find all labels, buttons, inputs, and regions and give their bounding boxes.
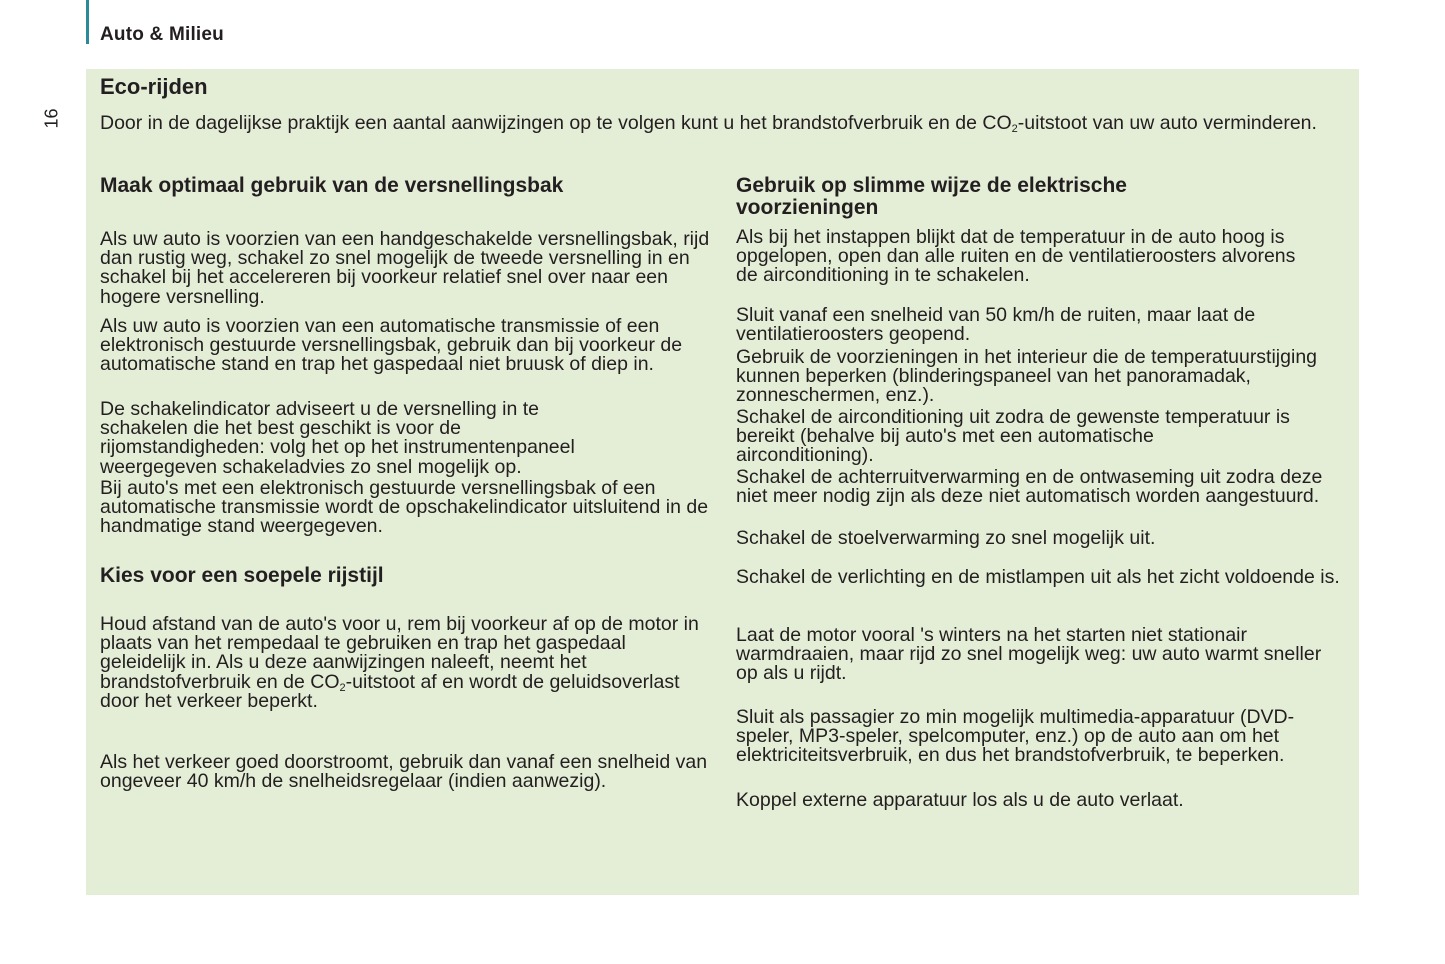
electric-paragraph-8: Laat de motor vooral 's winters na het starten niet stationair warmdraaien, maar rijd zo snel mogelijk weg: uw auto warmt sneller op als u rijdt. — [736, 624, 1322, 685]
smooth-driving-heading: Kies voor een soepele rijstijl — [100, 564, 384, 587]
page-number: 16 — [41, 108, 62, 129]
gearbox-paragraph-automatic: Als uw auto is voorzien van een automatische transmissie of een elektronisch gestuurde versnellingsbak, gebruik dan bij voorkeur de automatische stand en trap het gaspedaal niet bruusk of diep in. — [100, 315, 683, 376]
section-title: Auto & Milieu — [100, 24, 224, 45]
smooth-paragraph-distance: Houd afstand van de auto's voor u, rem bij voorkeur af op de motor in plaats van het rempedaal te gebruiken en trap het gaspedaal geleidelijk in. Als u deze aanwijzingen naleeft, neemt het brandstofverbruik en de $CO_2$-uitstoot af en wordt de geluidsoverlast door het verkeer beperkt. — [100, 613, 699, 712]
smooth-paragraph-cruise-control: Als het verkeer goed doorstroomt, gebruik dan vanaf een snelheid van ongeveer 40 km/h de snelheidsregelaar (indien aanwezig). — [100, 751, 708, 793]
electric-paragraph-1: Als bij het instappen blijkt dat de temperatuur in de auto hoog is opgelopen, open dan alle ruiten en de ventilatieroosters alvorens de airconditioning in te schakelen. — [736, 226, 1296, 287]
gearbox-paragraph-indicator: De schakelindicator adviseert u de versnelling in te schakelen die het best geschikt is voor de rijomstandigheden: volg het op het instrumentenpaneel weergegeven schakeladvies zo snel mogelijk op. — [100, 398, 575, 478]
electric-paragraph-2: Sluit vanaf een snelheid van 50 km/h de ruiten, maar laat de ventilatieroosters geopend. — [736, 304, 1256, 346]
gearbox-paragraph-electronic: Bij auto's met een elektronisch gestuurde versnellingsbak of een automatische transmissie wordt de opschakelindicator uitsluitend in de handmatige stand weergegeven. — [100, 477, 709, 538]
electric-paragraph-3: Gebruik de voorzieningen in het interieur die de temperatuurstijging kunnen beperken (blinderingspaneel van het panoramadak, zonneschermen, enz.). — [736, 346, 1318, 407]
electric-paragraph-7: Schakel de verlichting en de mistlampen uit als het zicht voldoende is. — [736, 566, 1340, 588]
electric-paragraph-5: Schakel de achterruitverwarming en de ontwaseming uit zodra deze niet meer nodig zijn als deze niet automatisch worden aangestuurd. — [736, 466, 1323, 508]
electric-paragraph-9: Sluit als passagier zo min mogelijk multimedia-apparatuur (DVD-speler, MP3-speler, spelcomputer, enz.) op de auto aan om het elektriciteitsverbruik, en dus het brandstofverbruik, te beperken. — [736, 706, 1295, 767]
electric-heading: Gebruik op slimme wijze de elektrische voorzieningen — [736, 174, 1127, 219]
electric-paragraph-4: Schakel de airconditioning uit zodra de gewenste temperatuur is bereikt (behalve bij auto's met een automatische airconditioning). — [736, 406, 1290, 467]
page-title: Eco-rijden — [100, 74, 208, 99]
electric-paragraph-10: Koppel externe apparatuur los als u de auto verlaat. — [736, 789, 1184, 811]
gearbox-paragraph-manual: Als uw auto is voorzien van een handgeschakelde versnellingsbak, rijd dan rustig weg, schakel zo snel mogelijk de tweede versnelling in en schakel bij het accelereren bij voorkeur relatief snel over naar een hogere versnelling. — [100, 228, 710, 308]
header-accent-bar — [86, 0, 89, 44]
electric-paragraph-6: Schakel de stoelverwarming zo snel mogelijk uit. — [736, 527, 1156, 549]
gearbox-heading: Maak optimaal gebruik van de versnellingsbak — [100, 174, 564, 197]
intro-paragraph: Door in de dagelijkse praktijk een aantal aanwijzingen op te volgen kunt u het brandstofverbruik en de $CO_2$-uitstoot van uw auto verminderen. — [100, 112, 1317, 135]
